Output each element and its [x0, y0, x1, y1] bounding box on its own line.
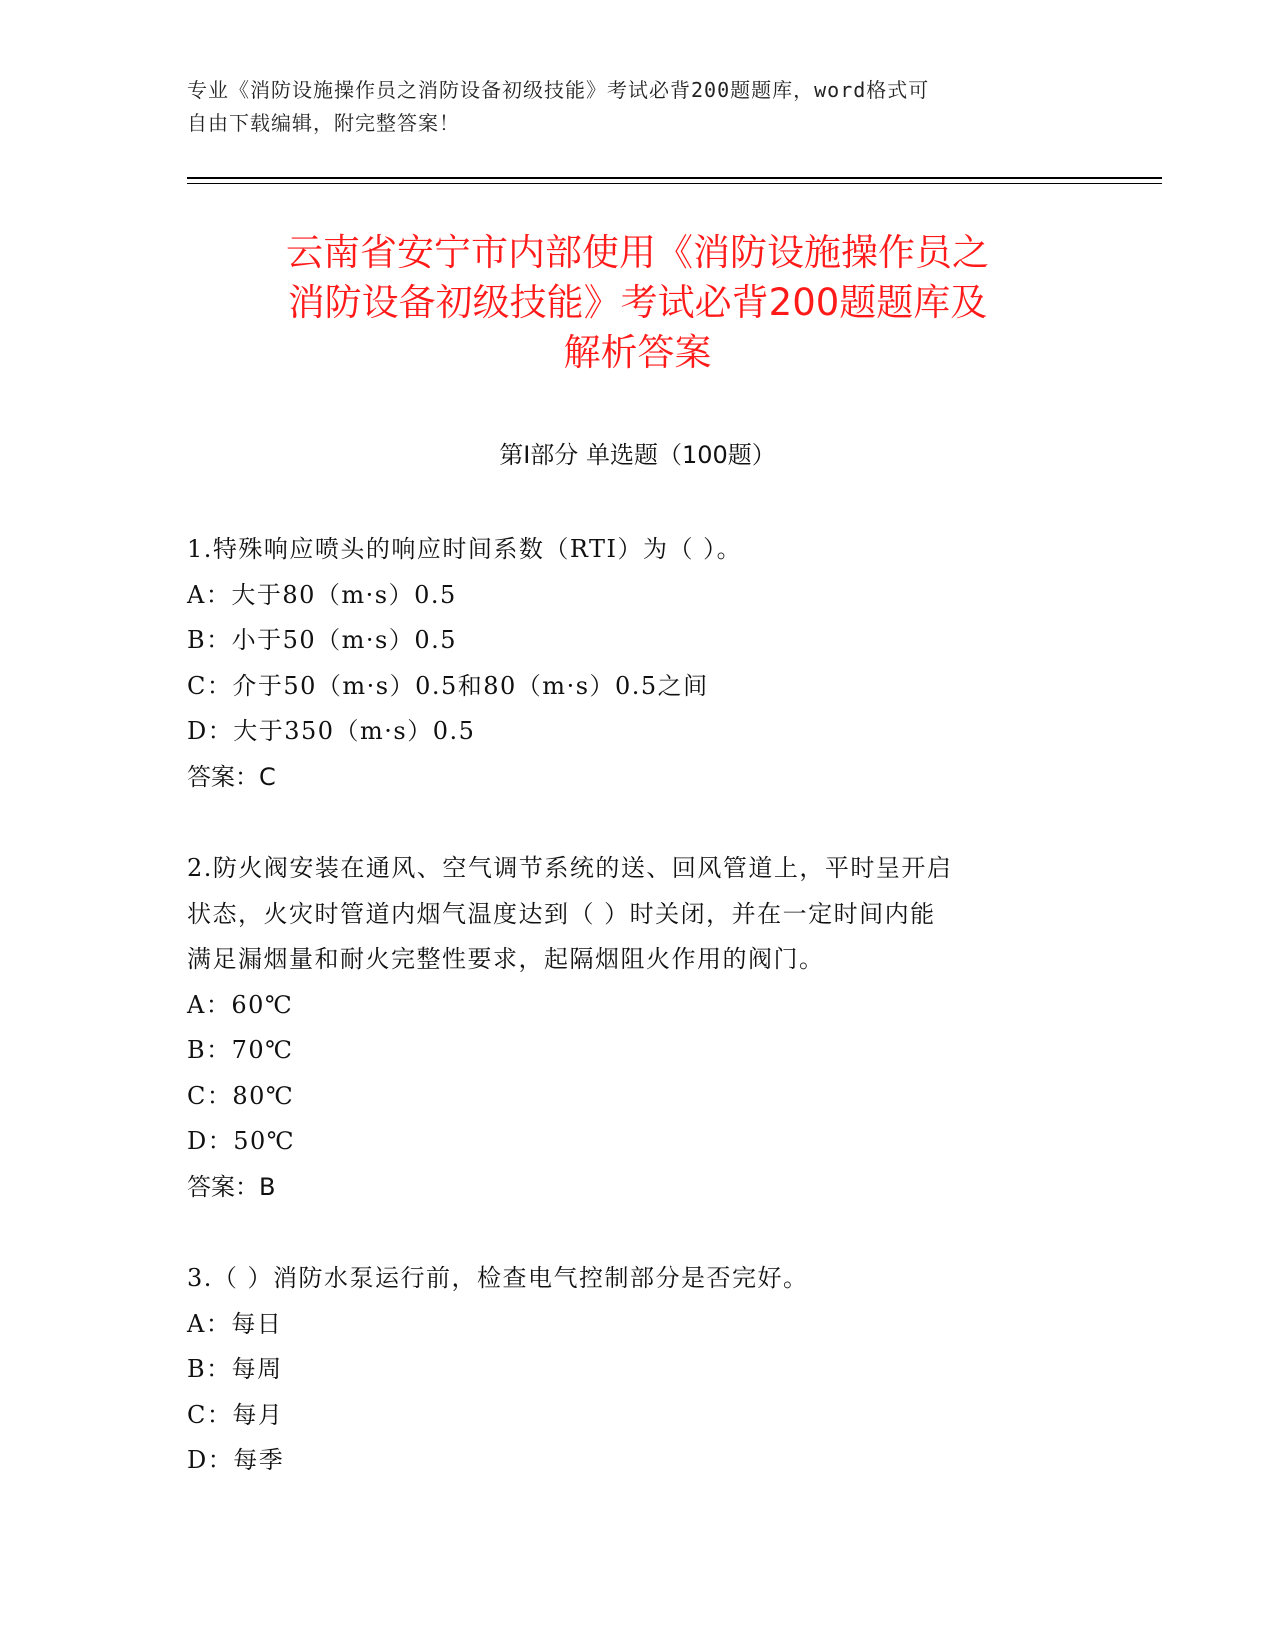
option-b: B：70℃	[187, 1036, 294, 1064]
question-2	[187, 846, 1067, 1210]
question-list	[187, 527, 1067, 1530]
answer-line: 答案：B	[187, 1172, 276, 1201]
title-line: 云南省安宁市内部使用《消防设施操作员之	[286, 231, 989, 274]
option-b: B：小于50（m·s）0.5	[187, 626, 458, 654]
question-text-line: 状态，火灾时管道内烟气温度达到（ ）时关闭，并在一定时间内能	[187, 899, 936, 928]
header-divider-thick	[187, 177, 1162, 179]
option-b: B：每周	[187, 1355, 283, 1383]
title-line: 解析答案	[563, 331, 712, 374]
option-c: C：每月	[187, 1400, 284, 1429]
question-3	[187, 1256, 1067, 1484]
option-a: A：每日	[187, 1309, 283, 1338]
question-text-line: 2.防火阀安装在通风、空气调节系统的送、回风管道上，平时呈开启	[187, 854, 953, 882]
section-heading: 第I部分 单选题（100题）	[499, 441, 776, 469]
document-title	[160, 228, 1115, 378]
option-d: D：50℃	[187, 1127, 296, 1155]
header-note-line: 专业《消防设施操作员之消防设备初级技能》考试必背200题题库，word格式可	[187, 78, 930, 102]
question-text: 3.（ ）消防水泵运行前，检查电气控制部分是否完好。	[187, 1264, 809, 1292]
option-c: C：介于50（m·s）0.5和80（m·s）0.5之间	[187, 671, 709, 700]
option-c: C：80℃	[187, 1081, 295, 1110]
document-header-note	[187, 74, 1067, 140]
question-text-line: 满足漏烟量和耐火完整性要求，起隔烟阻火作用的阀门。	[187, 945, 825, 973]
option-a: A：大于80（m·s）0.5	[187, 580, 457, 609]
option-d: D：每季	[187, 1446, 285, 1474]
header-note-line: 自由下载编辑，附完整答案！	[187, 111, 460, 135]
question-1	[187, 527, 1067, 800]
answer-line: 答案：C	[187, 762, 276, 791]
title-line: 消防设备初级技能》考试必背200题题库及	[287, 281, 988, 324]
question-text: 1.特殊响应喷头的响应时间系数（RTI）为（ ）。	[187, 535, 743, 563]
header-divider-thin	[187, 183, 1162, 184]
option-d: D：大于350（m·s）0.5	[187, 717, 476, 745]
option-a: A：60℃	[187, 990, 294, 1019]
